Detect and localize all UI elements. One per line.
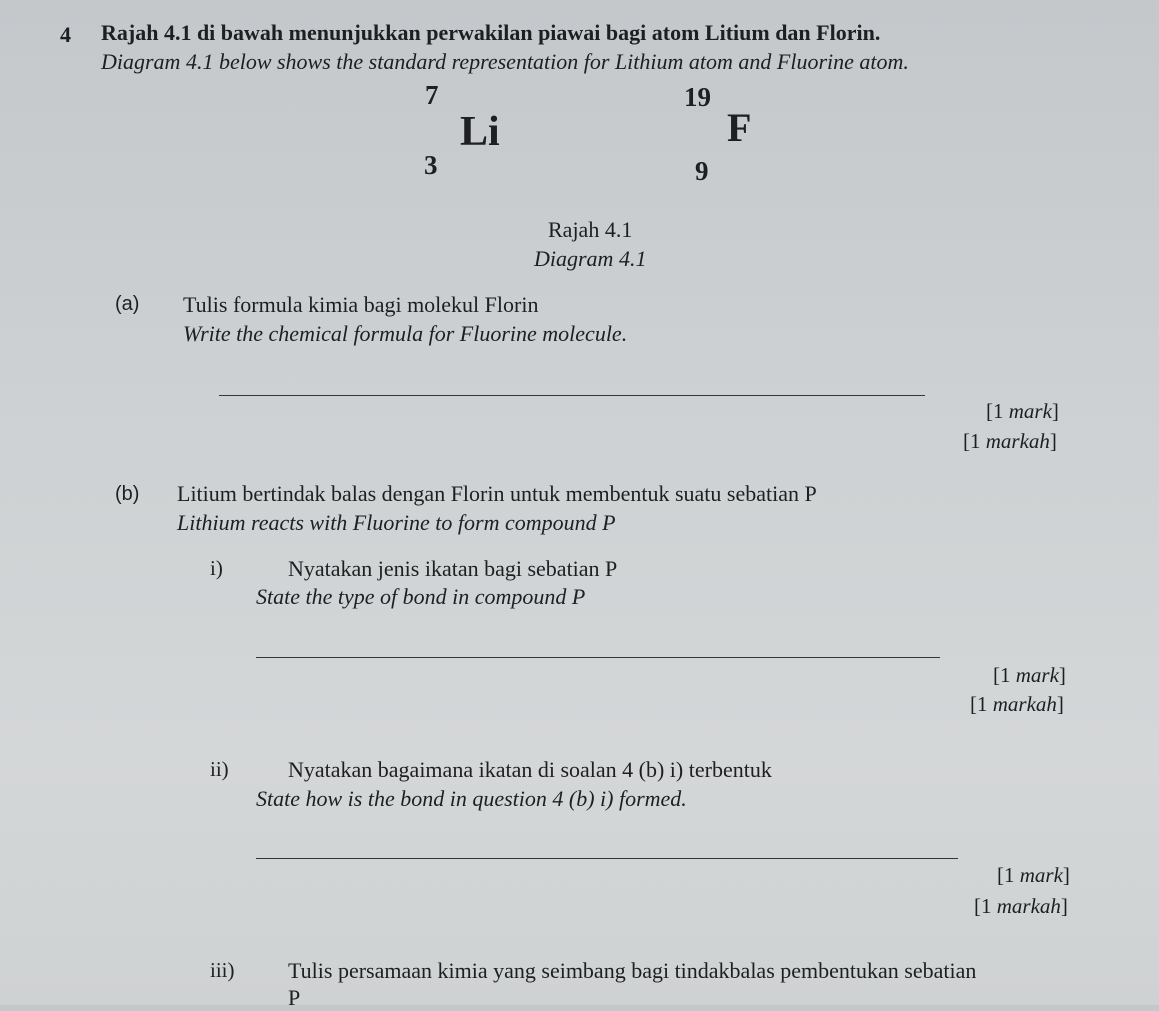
part-b-i-mark-english: [1 mark] bbox=[993, 663, 1066, 687]
part-b-label: (b) bbox=[115, 483, 140, 505]
part-b-i-answer-line[interactable] bbox=[256, 657, 940, 658]
fluorine-mass-number: 19 bbox=[684, 82, 711, 112]
fluorine-symbol: F bbox=[727, 105, 752, 150]
question-intro-english: Diagram 4.1 below shows the standard representation for Lithium atom and Fluorine atom. bbox=[101, 49, 909, 74]
lithium-proton-number: 3 bbox=[424, 150, 438, 180]
part-b-ii-label: ii) bbox=[210, 757, 229, 781]
part-a-label: (a) bbox=[115, 293, 140, 315]
part-b-iii-question-malay-continued: P bbox=[288, 985, 301, 1010]
part-a-answer-line[interactable] bbox=[219, 395, 925, 396]
part-b-statement-english: Lithium reacts with Fluorine to form compound P bbox=[177, 510, 616, 535]
part-b-iii-label: iii) bbox=[210, 958, 235, 982]
part-b-i-question-english: State the type of bond in compound P bbox=[256, 584, 586, 609]
part-b-i-label: i) bbox=[210, 556, 223, 580]
part-b-i-mark-malay: [1 markah] bbox=[970, 692, 1064, 716]
diagram-caption-english: Diagram 4.1 bbox=[534, 246, 647, 271]
part-b-ii-question-english: State how is the bond in question 4 (b) i) formed. bbox=[256, 786, 687, 811]
diagram-caption-malay: Rajah 4.1 bbox=[548, 217, 633, 242]
part-b-ii-mark-malay: [1 markah] bbox=[974, 894, 1068, 918]
part-a-mark-malay: [1 markah] bbox=[963, 429, 1057, 453]
part-b-i-question-malay: Nyatakan jenis ikatan bagi sebatian P bbox=[288, 556, 618, 581]
lithium-mass-number: 7 bbox=[425, 80, 439, 110]
question-number: 4 bbox=[60, 22, 71, 47]
fluorine-proton-number: 9 bbox=[695, 156, 709, 186]
part-b-ii-mark-english: [1 mark] bbox=[997, 863, 1070, 887]
part-b-statement-malay: Litium bertindak balas dengan Florin untuk membentuk suatu sebatian P bbox=[177, 481, 817, 506]
lithium-symbol: Li bbox=[460, 109, 500, 155]
part-b-ii-question-malay: Nyatakan bagaimana ikatan di soalan 4 (b) i) terbentuk bbox=[288, 757, 772, 782]
question-intro-malay: Rajah 4.1 di bawah menunjukkan perwakilan piawai bagi atom Litium dan Florin. bbox=[101, 20, 881, 45]
part-a-question-english: Write the chemical formula for Fluorine molecule. bbox=[183, 321, 628, 346]
part-a-mark-english: [1 mark] bbox=[986, 399, 1059, 423]
part-a-question-malay: Tulis formula kimia bagi molekul Florin bbox=[183, 292, 539, 317]
part-b-iii-question-malay: Tulis persamaan kimia yang seimbang bagi tindakbalas pembentukan sebatian bbox=[288, 958, 977, 983]
part-b-ii-answer-line[interactable] bbox=[256, 858, 958, 859]
